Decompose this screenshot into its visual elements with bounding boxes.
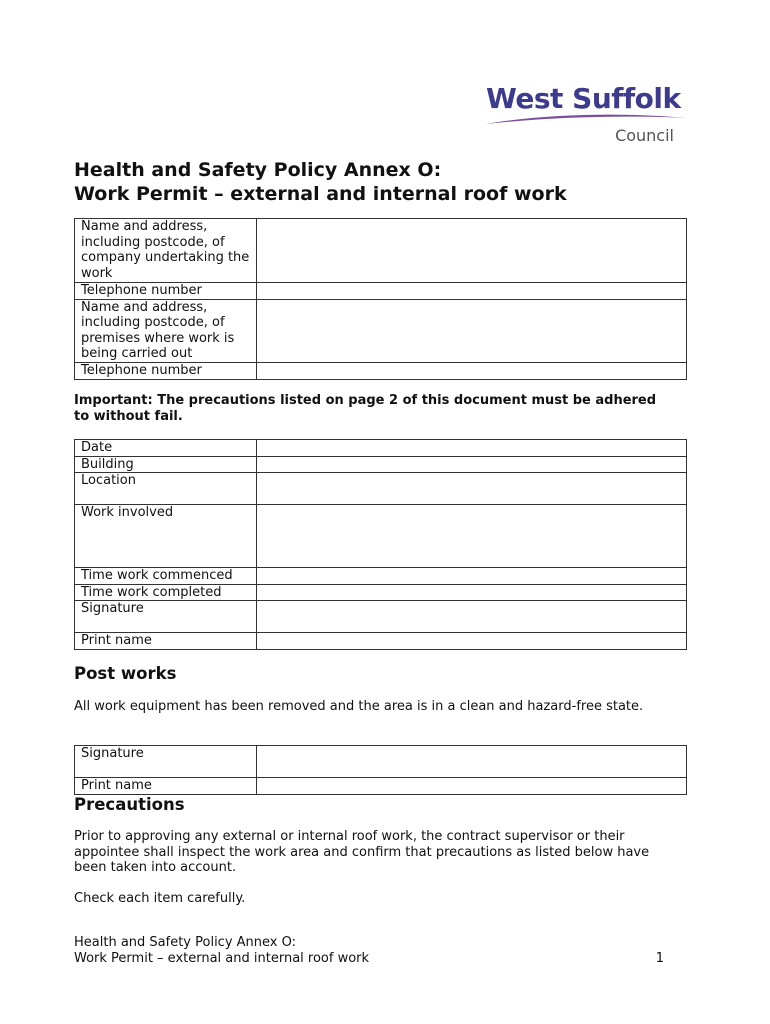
table-row xyxy=(75,362,687,379)
field-value[interactable] xyxy=(257,778,687,795)
field-value[interactable] xyxy=(257,473,687,505)
field-label: Location xyxy=(75,473,257,505)
field-value[interactable] xyxy=(257,584,687,601)
field-value[interactable] xyxy=(257,746,687,778)
table-row xyxy=(75,633,687,650)
table-row xyxy=(75,778,687,795)
field-label: Print name xyxy=(75,633,257,650)
work-details-table xyxy=(74,439,687,650)
field-label: Date xyxy=(75,440,257,457)
field-label: Work involved xyxy=(75,505,257,568)
field-label: Print name xyxy=(75,778,257,795)
field-value[interactable] xyxy=(257,283,687,300)
field-label: Building xyxy=(75,456,257,473)
field-label: Signature xyxy=(75,601,257,633)
table-row xyxy=(75,440,687,457)
post-works-heading: Post works xyxy=(74,664,177,683)
table-row xyxy=(75,456,687,473)
table-row xyxy=(75,505,687,568)
precautions-text: Prior to approving any external or internal roof work, the contract supervisor or their appointee shall inspect the work area and confirm that precautions as listed below have been taken into account. xyxy=(74,829,650,876)
field-value[interactable] xyxy=(257,440,687,457)
footer-line-2: Work Permit – external and internal roof work xyxy=(74,950,370,966)
document-title xyxy=(74,158,567,206)
post-works-table xyxy=(74,745,687,795)
important-notice: Important: The precautions listed on page 2 of this document must be adhered to without fail. xyxy=(74,393,657,424)
field-value[interactable] xyxy=(257,505,687,568)
field-value[interactable] xyxy=(257,299,687,362)
field-label: Name and address, including postcode, of company undertaking the work xyxy=(75,219,257,283)
field-value[interactable] xyxy=(257,568,687,585)
page-number: 1 xyxy=(655,950,664,966)
field-label: Signature xyxy=(75,746,257,778)
field-label: Time work completed xyxy=(75,584,257,601)
field-label: Name and address, including postcode, of premises where work is being carried out xyxy=(75,299,257,362)
check-items-text: Check each item carefully. xyxy=(74,891,246,906)
field-label: Telephone number xyxy=(75,362,257,379)
company-details-table xyxy=(74,218,687,380)
table-row xyxy=(75,283,687,300)
field-value[interactable] xyxy=(257,362,687,379)
field-value[interactable] xyxy=(257,456,687,473)
title-line-1: Health and Safety Policy Annex O: xyxy=(74,159,442,181)
table-row xyxy=(75,601,687,633)
post-works-text: All work equipment has been removed and the area is in a clean and hazard-free state. xyxy=(74,699,644,714)
title-line-2: Work Permit – external and internal roof work xyxy=(74,183,567,205)
field-label: Time work commenced xyxy=(75,568,257,585)
precautions-heading: Precautions xyxy=(74,795,185,814)
table-row xyxy=(75,299,687,362)
field-label: Telephone number xyxy=(75,283,257,300)
field-value[interactable] xyxy=(257,601,687,633)
table-row xyxy=(75,219,687,283)
table-row xyxy=(75,746,687,778)
logo-brand: West Suffolk xyxy=(486,82,681,115)
council-logo xyxy=(482,82,688,144)
logo-swoosh-icon xyxy=(482,112,688,126)
table-row xyxy=(75,473,687,505)
table-row xyxy=(75,584,687,601)
table-row xyxy=(75,568,687,585)
page-footer xyxy=(74,935,664,966)
field-value[interactable] xyxy=(257,633,687,650)
logo-subtitle: Council xyxy=(615,126,674,145)
field-value[interactable] xyxy=(257,219,687,283)
footer-line-1: Health and Safety Policy Annex O: xyxy=(74,935,297,950)
